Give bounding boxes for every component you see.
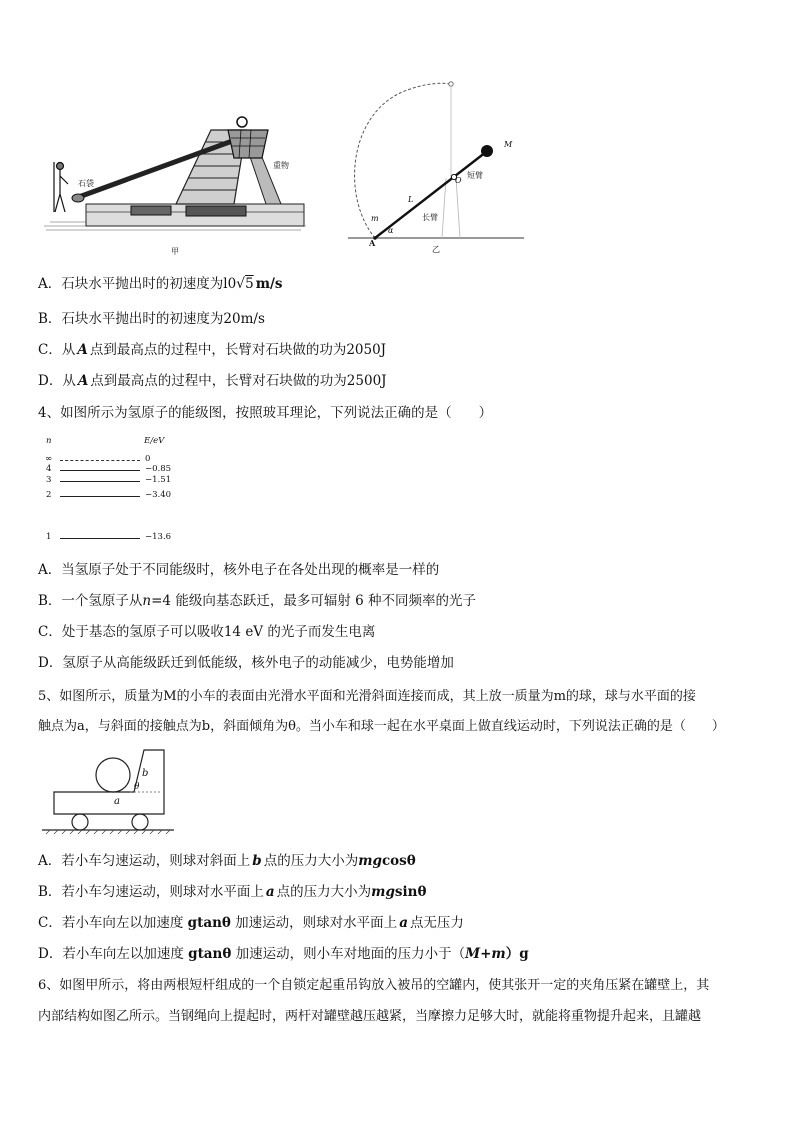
level-line-2 [60, 496, 140, 497]
label-O: O [455, 176, 462, 185]
level-line-1 [60, 538, 140, 539]
q5-option-c: C．若小车向左以加速度 gtanθ 加速运动，则球对水平面上 a 点无压力 [38, 915, 464, 931]
q4-stem: 4、如图所示为氢原子的能级图，按照玻耳理论，下列说法正确的是（ ） [38, 405, 493, 421]
figure-yi [340, 78, 530, 263]
label-theta: θ [134, 782, 140, 792]
figure-caption-jia: 甲 [171, 247, 179, 256]
label-m: m [371, 214, 379, 223]
q6-line-1: 6、如图甲所示，将由两根短杆组成的一个自锁定起重吊钩放入被吊的空罐内，使其张开一定的夹角压紧在罐壁上，其 [38, 978, 710, 993]
level-line-inf [60, 460, 140, 461]
level-n-3: 3 [46, 475, 52, 485]
q5-stem-line-1: 5、如图所示，质量为M的小车的表面由光滑水平面和光滑斜面连接而成，其上放一质量为m的球，球与水平面的接 [38, 689, 696, 704]
figure-jia [36, 108, 316, 258]
q4-option-d: D．氢原子从高能级跃迁到低能级，核外电子的动能减少，电势能增加 [38, 655, 454, 671]
q3-option-b: B．石块水平抛出时的初速度为20m/s [38, 311, 265, 327]
q4-option-b: B．一个氢原子从n=4 能级向基态跃迁，最多可辐射 6 种不同频率的光子 [38, 593, 476, 609]
q3-option-a: A．石块水平抛出时的初速度为l0√5 m/s [38, 276, 283, 292]
label-stone-bag: 石袋 [78, 179, 94, 188]
level-n-4: 4 [46, 464, 52, 474]
header-energy: E/eV [144, 436, 165, 446]
header-n: n [46, 436, 52, 446]
q4-option-a: A．当氢原子处于不同能级时，核外电子在各处出现的概率是一样的 [38, 562, 440, 578]
q5-option-a: A．若小车匀速运动，则球对斜面上 b 点的压力大小为mgcosθ [38, 853, 416, 869]
label-long-arm: 长臂 [422, 213, 438, 222]
q5-option-b: B．若小车匀速运动，则球对水平面上 a 点的压力大小为mgsinθ [38, 884, 427, 900]
level-E-1: −13.6 [145, 532, 172, 542]
q5-stem [38, 682, 760, 742]
level-E-3: −1.51 [145, 475, 172, 485]
q5-option-d: D．若小车向左以加速度 gtanθ 加速运动，则小车对地面的压力小于（M+m）g [38, 946, 529, 962]
label-M: M [504, 140, 513, 149]
label-short-arm: 短臂 [467, 171, 483, 180]
label-alpha: α [388, 226, 394, 235]
label-A: A [369, 238, 376, 248]
label-L: L [408, 195, 414, 204]
level-E-inf: 0 [145, 454, 151, 464]
cart-and-ball-diagram [38, 748, 178, 838]
level-n-1: 1 [46, 532, 52, 542]
q3-option-d: D．从 A 点到最高点的过程中，长臂对石块做的功为2500J [38, 373, 387, 389]
energy-level-diagram [38, 432, 198, 547]
q6-line-2: 内部结构如图乙所示。当钢绳向上提起时，两杆对罐壁越压越紧，当摩擦力足够大时，就能将重物提升起来，且罐越 [38, 1009, 702, 1024]
level-line-3 [60, 481, 140, 482]
level-line-4 [60, 470, 140, 471]
q3-option-c: C．从 A 点到最高点的过程中，长臂对石块做的功为2050J [38, 342, 387, 358]
figure-caption-yi: 乙 [432, 245, 440, 254]
q5-figure [38, 748, 178, 838]
sqrt-symbol: √ [236, 276, 246, 292]
label-weight: 重物 [273, 161, 289, 170]
level-n-2: 2 [46, 490, 52, 500]
level-n-inf: ∞ [45, 454, 53, 464]
q4-option-c: C．处于基态的氢原子可以吸收14 eV 的光子而发生电离 [38, 624, 376, 640]
level-E-2: −3.40 [145, 490, 172, 500]
label-b: b [142, 768, 149, 779]
lever-diagram [340, 78, 530, 263]
level-E-4: −0.85 [145, 464, 172, 474]
label-a: a [114, 796, 120, 807]
q5-stem-line-2: 触点为a，与斜面的接触点为b，斜面倾角为θ。当小车和球一起在水平桌面上做直线运动时，下列说法正确的是（ ） [38, 719, 725, 734]
